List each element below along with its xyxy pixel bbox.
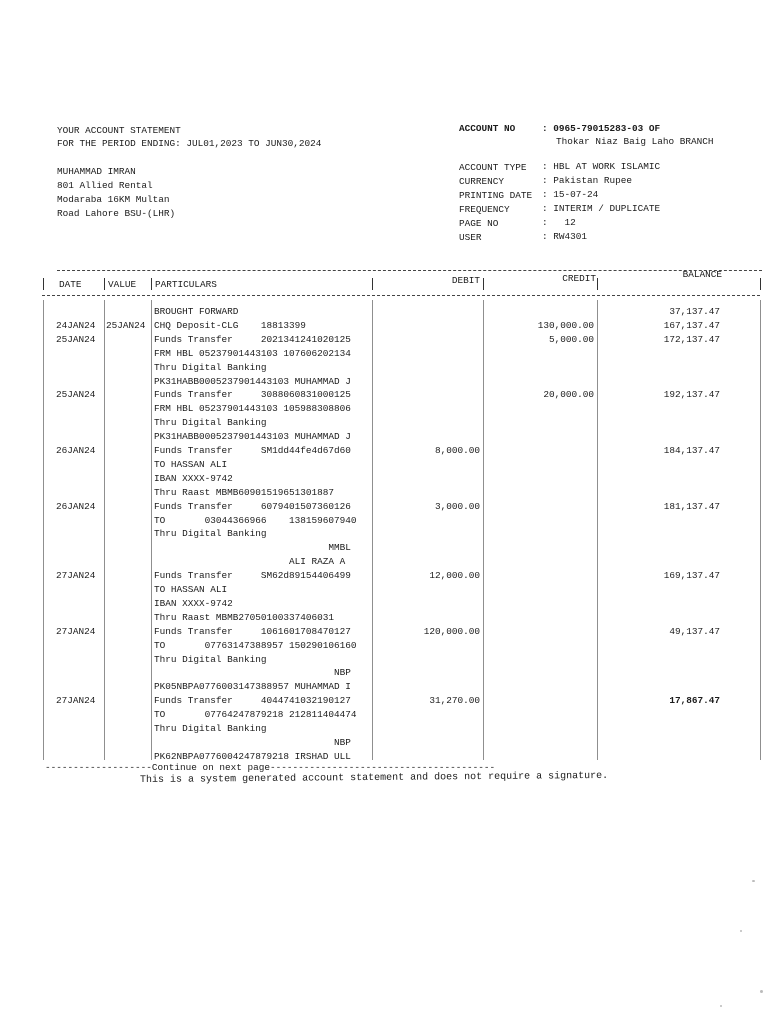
row-balance: 169,137.47	[663, 571, 720, 581]
column-rule	[597, 300, 598, 760]
row-particulars: Thru Digital Banking	[154, 724, 267, 734]
scan-speck	[760, 990, 763, 993]
row-date: 27JAN24	[56, 571, 96, 581]
column-header-value: VALUE	[108, 279, 137, 290]
row-date: 26JAN24	[56, 446, 96, 456]
column-header-particulars: PARTICULARS	[155, 279, 217, 290]
row-date: 27JAN24	[56, 696, 96, 706]
row-particulars: Funds Transfer 1061601708470127	[154, 627, 351, 637]
account-info-label: FREQUENCY	[459, 204, 510, 215]
row-particulars: TO 07764247879218 212811404474	[154, 710, 357, 720]
row-balance: 184,137.47	[663, 446, 720, 456]
row-debit: 12,000.00	[429, 571, 480, 581]
row-particulars: BROUGHT FORWARD	[154, 307, 239, 317]
column-rule	[372, 278, 373, 290]
column-header-credit: CREDIT	[562, 273, 596, 284]
column-header-date: DATE	[59, 279, 82, 290]
row-balance: 49,137.47	[669, 627, 720, 637]
statement-period: FOR THE PERIOD ENDING: JUL01,2023 TO JUN30,2024	[57, 138, 322, 149]
customer-address-line: 801 Allied Rental	[57, 180, 153, 191]
row-balance: 17,867.47	[669, 696, 720, 706]
row-particulars: PK62NBPA0776004247879218 IRSHAD ULL	[154, 752, 351, 762]
row-credit: 5,000.00	[548, 335, 594, 345]
account-info-label: ACCOUNT TYPE	[459, 162, 527, 173]
scan-speck	[720, 1005, 722, 1007]
row-particulars: PK31HABB0005237901443103 MUHAMMAD J	[154, 432, 351, 442]
account-info-label: PRINTING DATE	[459, 190, 533, 201]
row-particulars: Funds Transfer SM1dd44fe4d67d60	[154, 446, 351, 456]
row-particulars: TO 07763147388957 150290106160	[154, 641, 357, 651]
column-header-debit: DEBIT	[451, 275, 480, 286]
branch-name: Thokar Niaz Baig Laho BRANCH	[556, 136, 714, 147]
row-debit: 120,000.00	[423, 627, 480, 637]
scan-speck	[752, 880, 755, 882]
account-info-value: : 12	[542, 217, 576, 228]
row-particulars: IBAN XXXX-9742	[154, 599, 233, 609]
row-particulars: Funds Transfer SM62d89154406499	[154, 571, 351, 581]
continue-line: -------------------Continue on next page----------------------------------------	[45, 762, 496, 773]
row-particulars: Thru Raast MBMB27050100337406031	[154, 613, 335, 623]
account-info-value: : Pakistan Rupee	[542, 175, 633, 186]
row-particulars: Funds Transfer 3088060831000125	[154, 390, 351, 400]
row-particulars: ALI RAZA A	[154, 557, 346, 567]
account-info-label: USER	[459, 232, 482, 243]
row-date: 25JAN24	[56, 390, 96, 400]
column-rule	[483, 278, 484, 290]
account-no-value: : 0965-79015283-03 OF	[542, 123, 661, 134]
account-no-label: ACCOUNT NO	[459, 123, 516, 134]
row-credit: 130,000.00	[537, 321, 594, 331]
row-particulars: FRM HBL 05237901443103 105988308806	[154, 404, 351, 414]
row-particulars: Thru Digital Banking	[154, 418, 267, 428]
column-rule	[43, 300, 44, 760]
scan-speck	[740, 930, 742, 932]
row-particulars: Funds Transfer 4044741032190127	[154, 696, 351, 706]
column-rule	[151, 300, 152, 760]
row-balance: 181,137.47	[663, 502, 720, 512]
statement-title: YOUR ACCOUNT STATEMENT	[57, 125, 181, 136]
customer-address-line: Modaraba 16KM Multan	[57, 194, 170, 205]
column-rule	[372, 300, 373, 760]
column-rule	[43, 278, 44, 290]
row-date: 24JAN24	[56, 321, 96, 331]
row-particulars: Thru Digital Banking	[154, 529, 267, 539]
row-particulars: NBP	[154, 738, 351, 748]
row-particulars: NBP	[154, 668, 351, 678]
table-top-rule	[57, 270, 762, 271]
row-debit: 8,000.00	[434, 446, 480, 456]
row-particulars: Thru Digital Banking	[154, 655, 267, 665]
column-rule	[483, 300, 484, 760]
row-particulars: Thru Digital Banking	[154, 363, 267, 373]
row-date: 26JAN24	[56, 502, 96, 512]
row-debit: 3,000.00	[434, 502, 480, 512]
row-particulars: CHQ Deposit-CLG 18813399	[154, 321, 306, 331]
row-balance: 192,137.47	[663, 390, 720, 400]
row-particulars: IBAN XXXX-9742	[154, 474, 233, 484]
header-separator	[42, 295, 760, 296]
customer-address-line: Road Lahore BSU-(LHR)	[57, 208, 176, 219]
account-info-label: PAGE NO	[459, 218, 499, 229]
row-date: 25JAN24	[56, 335, 96, 345]
account-info-value: : HBL AT WORK ISLAMIC	[542, 161, 661, 172]
row-particulars: TO 03044366966 138159607940	[154, 516, 357, 526]
column-rule	[760, 278, 761, 290]
account-info-value: : RW4301	[542, 231, 588, 242]
row-date: 27JAN24	[56, 627, 96, 637]
row-particulars: MMBL	[154, 543, 351, 553]
system-generated-note: This is a system generated account statement and does not require a signature.	[139, 770, 609, 786]
column-rule	[104, 300, 105, 760]
row-credit: 20,000.00	[543, 390, 594, 400]
row-particulars: TO HASSAN ALI	[154, 585, 228, 595]
row-particulars: FRM HBL 05237901443103 107606202134	[154, 349, 351, 359]
row-balance: 37,137.47	[669, 307, 720, 317]
row-particulars: PK31HABB0005237901443103 MUHAMMAD J	[154, 377, 351, 387]
column-rule	[760, 300, 761, 760]
row-debit: 31,270.00	[429, 696, 480, 706]
row-balance: 167,137.47	[663, 321, 720, 331]
column-rule	[151, 278, 152, 290]
column-rule	[597, 278, 598, 290]
account-info-value: : 15-07-24	[542, 189, 599, 200]
account-info-label: CURRENCY	[459, 176, 505, 187]
account-info-value: : INTERIM / DUPLICATE	[542, 203, 661, 214]
row-particulars: Thru Raast MBMB60901519651301887	[154, 488, 335, 498]
row-particulars: Funds Transfer 2021341241020125	[154, 335, 351, 345]
row-value-date: 25JAN24	[106, 321, 146, 331]
row-particulars: TO HASSAN ALI	[154, 460, 228, 470]
row-particulars: Funds Transfer 6079401507360126	[154, 502, 351, 512]
customer-name: MUHAMMAD IMRAN	[57, 166, 136, 177]
row-balance: 172,137.47	[663, 335, 720, 345]
row-particulars: PK05NBPA0776003147388957 MUHAMMAD I	[154, 682, 351, 692]
column-rule	[104, 278, 105, 290]
column-header-balance: BALANCE	[682, 269, 722, 280]
